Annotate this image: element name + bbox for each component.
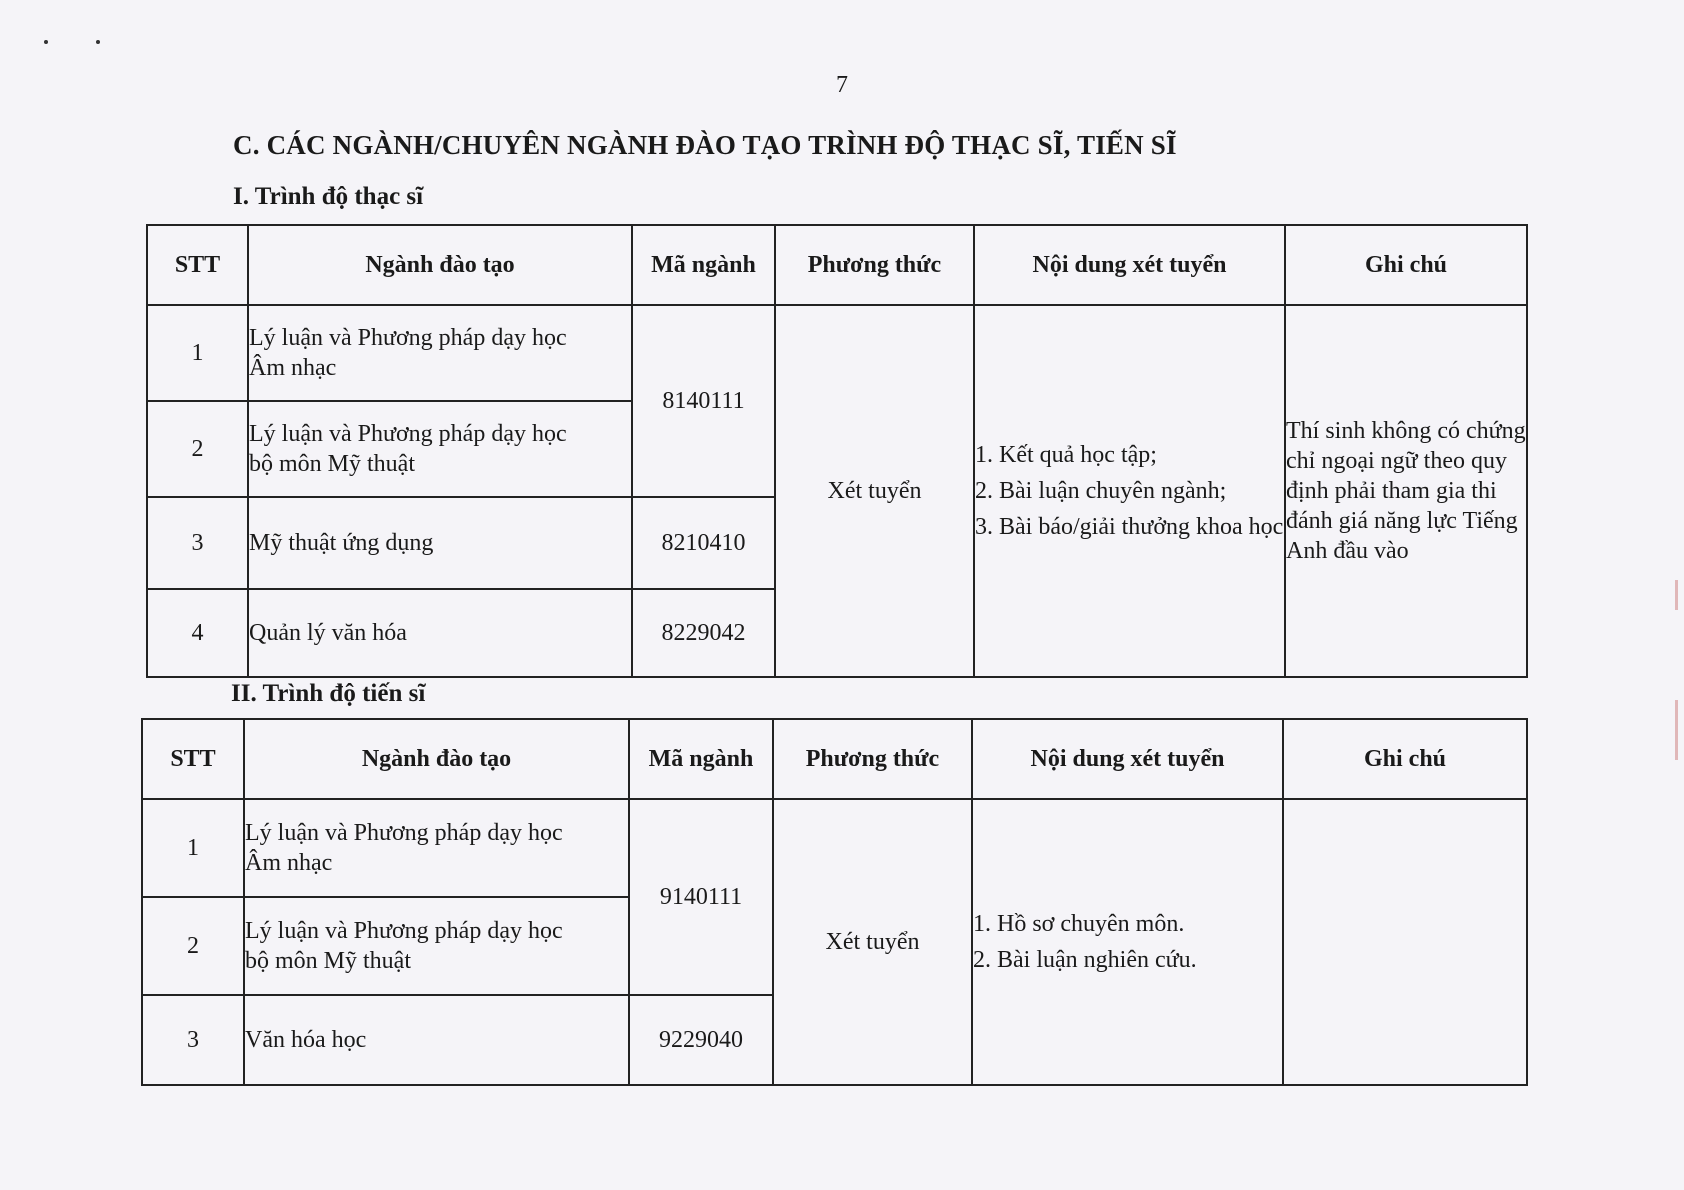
- row-stt: 1: [147, 305, 248, 401]
- content-item: 1. Kết quả học tập;: [975, 442, 1157, 468]
- row-stt: 1: [142, 799, 244, 897]
- scan-edge-mark: [1675, 580, 1678, 610]
- row-code: 8210410: [632, 497, 775, 589]
- header-note: Ghi chú: [1285, 225, 1527, 305]
- row-method: Xét tuyển: [773, 799, 972, 1085]
- row-stt: 4: [147, 589, 248, 677]
- major-line: Âm nhạc: [249, 355, 337, 381]
- major-line: bộ môn Mỹ thuật: [249, 451, 415, 477]
- row-major: [244, 897, 629, 995]
- table-header-row: [147, 225, 1527, 305]
- masters-title: I. Trình độ thạc sĩ: [233, 183, 424, 210]
- row-code: 8140111: [632, 305, 775, 497]
- scan-speck: [96, 40, 100, 44]
- header-major: Ngành đào tạo: [244, 719, 629, 799]
- content-item: 2. Bài luận chuyên ngành;: [975, 478, 1227, 504]
- header-content: Nội dung xét tuyển: [974, 225, 1285, 305]
- row-major: [248, 401, 632, 497]
- header-major: Ngành đào tạo: [248, 225, 632, 305]
- row-stt: 2: [147, 401, 248, 497]
- scan-speck: [44, 40, 48, 44]
- major-line: Lý luận và Phương pháp dạy học: [249, 325, 567, 351]
- row-code: 8229042: [632, 589, 775, 677]
- header-method: Phương thức: [773, 719, 972, 799]
- row-code: 9229040: [629, 995, 773, 1085]
- header-note: Ghi chú: [1283, 719, 1527, 799]
- section-title: C. CÁC NGÀNH/CHUYÊN NGÀNH ĐÀO TẠO TRÌNH ĐỘ THẠC SĨ, TIẾN SĨ: [233, 130, 1177, 160]
- row-stt: 3: [147, 497, 248, 589]
- major-line: Lý luận và Phương pháp dạy học: [245, 820, 563, 846]
- header-stt: STT: [142, 719, 244, 799]
- table-row: [147, 305, 1527, 401]
- row-major: [248, 305, 632, 401]
- major-line: Lý luận và Phương pháp dạy học: [249, 421, 567, 447]
- row-stt: 3: [142, 995, 244, 1085]
- row-major: Văn hóa học: [244, 995, 629, 1085]
- major-line: Lý luận và Phương pháp dạy học: [245, 918, 563, 944]
- row-major: Mỹ thuật ứng dụng: [248, 497, 632, 589]
- row-code: 9140111: [629, 799, 773, 995]
- content-item: 2. Bài luận nghiên cứu.: [973, 947, 1197, 973]
- masters-table: [146, 224, 1528, 678]
- header-method: Phương thức: [775, 225, 974, 305]
- doctoral-table: [141, 718, 1528, 1086]
- page-number: 7: [836, 72, 848, 98]
- table-header-row: [142, 719, 1527, 799]
- row-stt: 2: [142, 897, 244, 995]
- row-major: [244, 799, 629, 897]
- major-line: bộ môn Mỹ thuật: [245, 948, 411, 974]
- major-line: Âm nhạc: [245, 850, 333, 876]
- header-code: Mã ngành: [629, 719, 773, 799]
- row-note: Thí sinh không có chứng chỉ ngoại ngữ theo quy định phải tham gia thi đánh giá năng lực Tiếng Anh đầu vào: [1285, 305, 1527, 677]
- row-major: Quản lý văn hóa: [248, 589, 632, 677]
- scan-edge-mark: [1675, 700, 1678, 760]
- row-note: [1283, 799, 1527, 1085]
- header-code: Mã ngành: [632, 225, 775, 305]
- content-item: 3. Bài báo/giải thưởng khoa học: [975, 514, 1284, 540]
- content-item: 1. Hồ sơ chuyên môn.: [973, 911, 1185, 937]
- row-content: [972, 799, 1283, 1085]
- row-content: [974, 305, 1285, 677]
- doctoral-title: II. Trình độ tiến sĩ: [231, 680, 426, 707]
- header-stt: STT: [147, 225, 248, 305]
- header-content: Nội dung xét tuyển: [972, 719, 1283, 799]
- table-row: [142, 799, 1527, 897]
- row-method: Xét tuyển: [775, 305, 974, 677]
